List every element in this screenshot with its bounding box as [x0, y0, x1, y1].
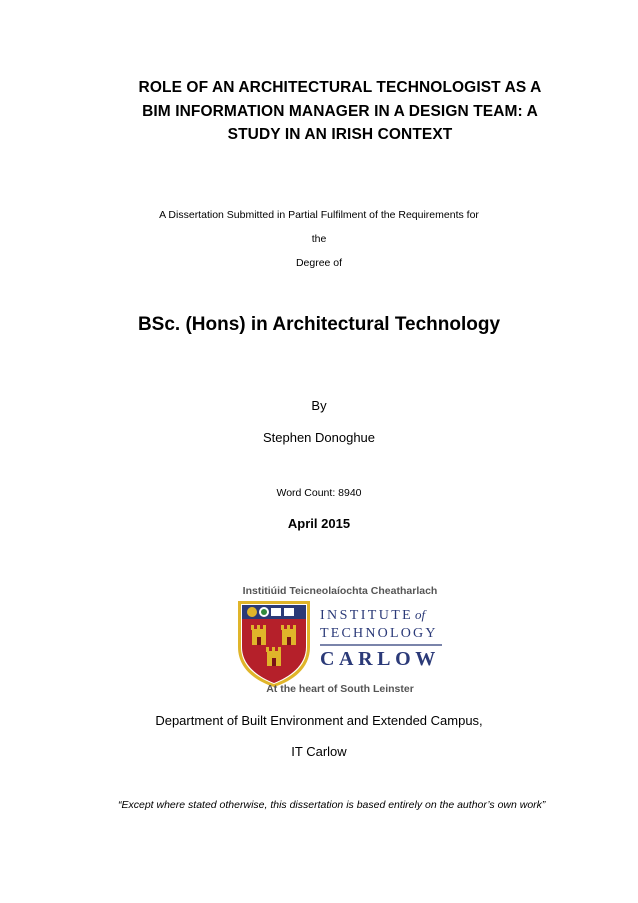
institution-name: IT Carlow — [291, 744, 347, 759]
by-label: By — [311, 398, 327, 413]
submission-line-2: the — [311, 233, 327, 245]
authorship-declaration: “Except where stated otherwise, this dissertation is based entirely on the author’s own work” — [118, 799, 546, 811]
submission-date: April 2015 — [287, 516, 351, 531]
submission-line-1: A Dissertation Submitted in Partial Fulfilment of the Requirements for — [159, 209, 479, 221]
degree-name: BSc. (Hons) in Architectural Technology — [137, 314, 501, 335]
title-line-2: BIM INFORMATION MANAGER IN A DESIGN TEAM: A — [142, 102, 538, 120]
logo-carlow: CARLOW — [320, 648, 440, 670]
logo-irish-name: Institiúid Teicneolaíochta Cheatharlach — [242, 585, 438, 597]
logo-tagline: At the heart of South Leinster — [266, 683, 414, 695]
logo-technology: TECHNOLOGY — [320, 626, 438, 641]
logo-institute: INSTITUTE — [320, 608, 414, 623]
logo-of: of — [415, 607, 426, 622]
department-name: Department of Built Environment and Extended Campus, — [155, 713, 483, 728]
title-line-3: STUDY IN AN IRISH CONTEXT — [227, 126, 453, 143]
crest-shield-icon — [238, 601, 310, 687]
submission-line-3: Degree of — [295, 257, 343, 269]
title-line-1: ROLE OF AN ARCHITECTURAL TECHNOLOGIST AS A — [138, 79, 542, 96]
author-name: Stephen Donoghue — [262, 430, 376, 445]
it-carlow-logo — [232, 583, 448, 695]
word-count: Word Count: 8940 — [276, 487, 362, 499]
dissertation-title — [110, 76, 570, 147]
